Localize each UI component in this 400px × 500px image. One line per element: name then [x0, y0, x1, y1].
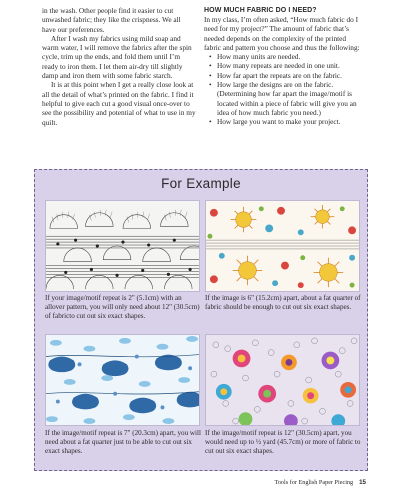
flower-fabric-image: [206, 335, 359, 425]
fabric-swatch-sun: [205, 200, 360, 292]
paragraph-1: in the wash. Other people find it easier to cut unwashed fabric; they like the crispness. We all have our preferences.: [42, 6, 181, 34]
section-heading: HOW MUCH FABRIC DO I NEED?: [204, 7, 317, 14]
sloth-fabric-image: [46, 335, 199, 425]
list-item: • How many repeats are needed in one unit.: [209, 61, 360, 70]
list-item: • How far apart the repeats are on the fabric.: [209, 71, 360, 80]
caption-1: If your image/motif repeat is 2" (5.1cm) with an allover pattern, you will only need about 12" (30.5cm) of fabricto cut out six exact shapes.: [45, 294, 200, 320]
list-item: • How many units are needed.: [209, 52, 360, 61]
footer-title: Tools for English Paper Piecing: [274, 479, 354, 486]
left-column: [42, 6, 196, 127]
caption-2: If the image is 6" (15.2cm) apart, about a fat quarter of fabric should be enough to cut out six exact shapes.: [205, 294, 361, 311]
caption-3: If the image/motif repeat is 7" (20.3cm) apart, you will need about a fat quarter just to be able to cut out six exact shapes.: [45, 429, 201, 455]
example-box: [34, 169, 368, 471]
list-item: • How large the designs are on the fabric. (Determining how far apart the image/motif is located within a piece of fabric will give you an idea of how much fabric you need.): [209, 80, 360, 117]
page-number: 15: [359, 479, 366, 486]
caption-4: If the image/motif repeat is 12" (30.5cm) apart, you would need up to ½ yard (45.7cm) or more of fabric to cut out six exact shapes.: [205, 429, 361, 455]
intro-paragraph: In my class, I’m often asked, “How much fabric do I need for my project?” The amount of fabric that’s needed depends on the complexity of the printed fabric and pattern you choose and thus the following:: [204, 15, 360, 52]
fabric-swatch-flowers: [205, 334, 360, 426]
page-footer: [274, 479, 366, 486]
example-title: For Example: [161, 176, 241, 191]
right-column: [204, 6, 360, 127]
fabric-swatch-hedgehog: [45, 200, 200, 292]
hedgehog-fabric-image: [46, 201, 199, 291]
list-item: • How large you want to make your project.: [209, 117, 360, 126]
fabric-swatch-sloth: [45, 334, 200, 426]
sun-fabric-image: [206, 201, 359, 291]
paragraph-2: After I wash my fabrics using mild soap and warm water, I will remove the fabrics after the spin cycle, trim up the ends, and fold them until I’m ready to iron them. I let them air-dry till slightly damp and iron them with some fabric starch.: [42, 33, 192, 81]
paragraph-3: It is at this point when I get a really close look at all the detail of what’s printed on the fabric. I find it helpful to give each cut a good visual once-over to see the possibility and potential of what to use in my quilt.: [42, 80, 196, 127]
bullet-list: [204, 52, 360, 126]
